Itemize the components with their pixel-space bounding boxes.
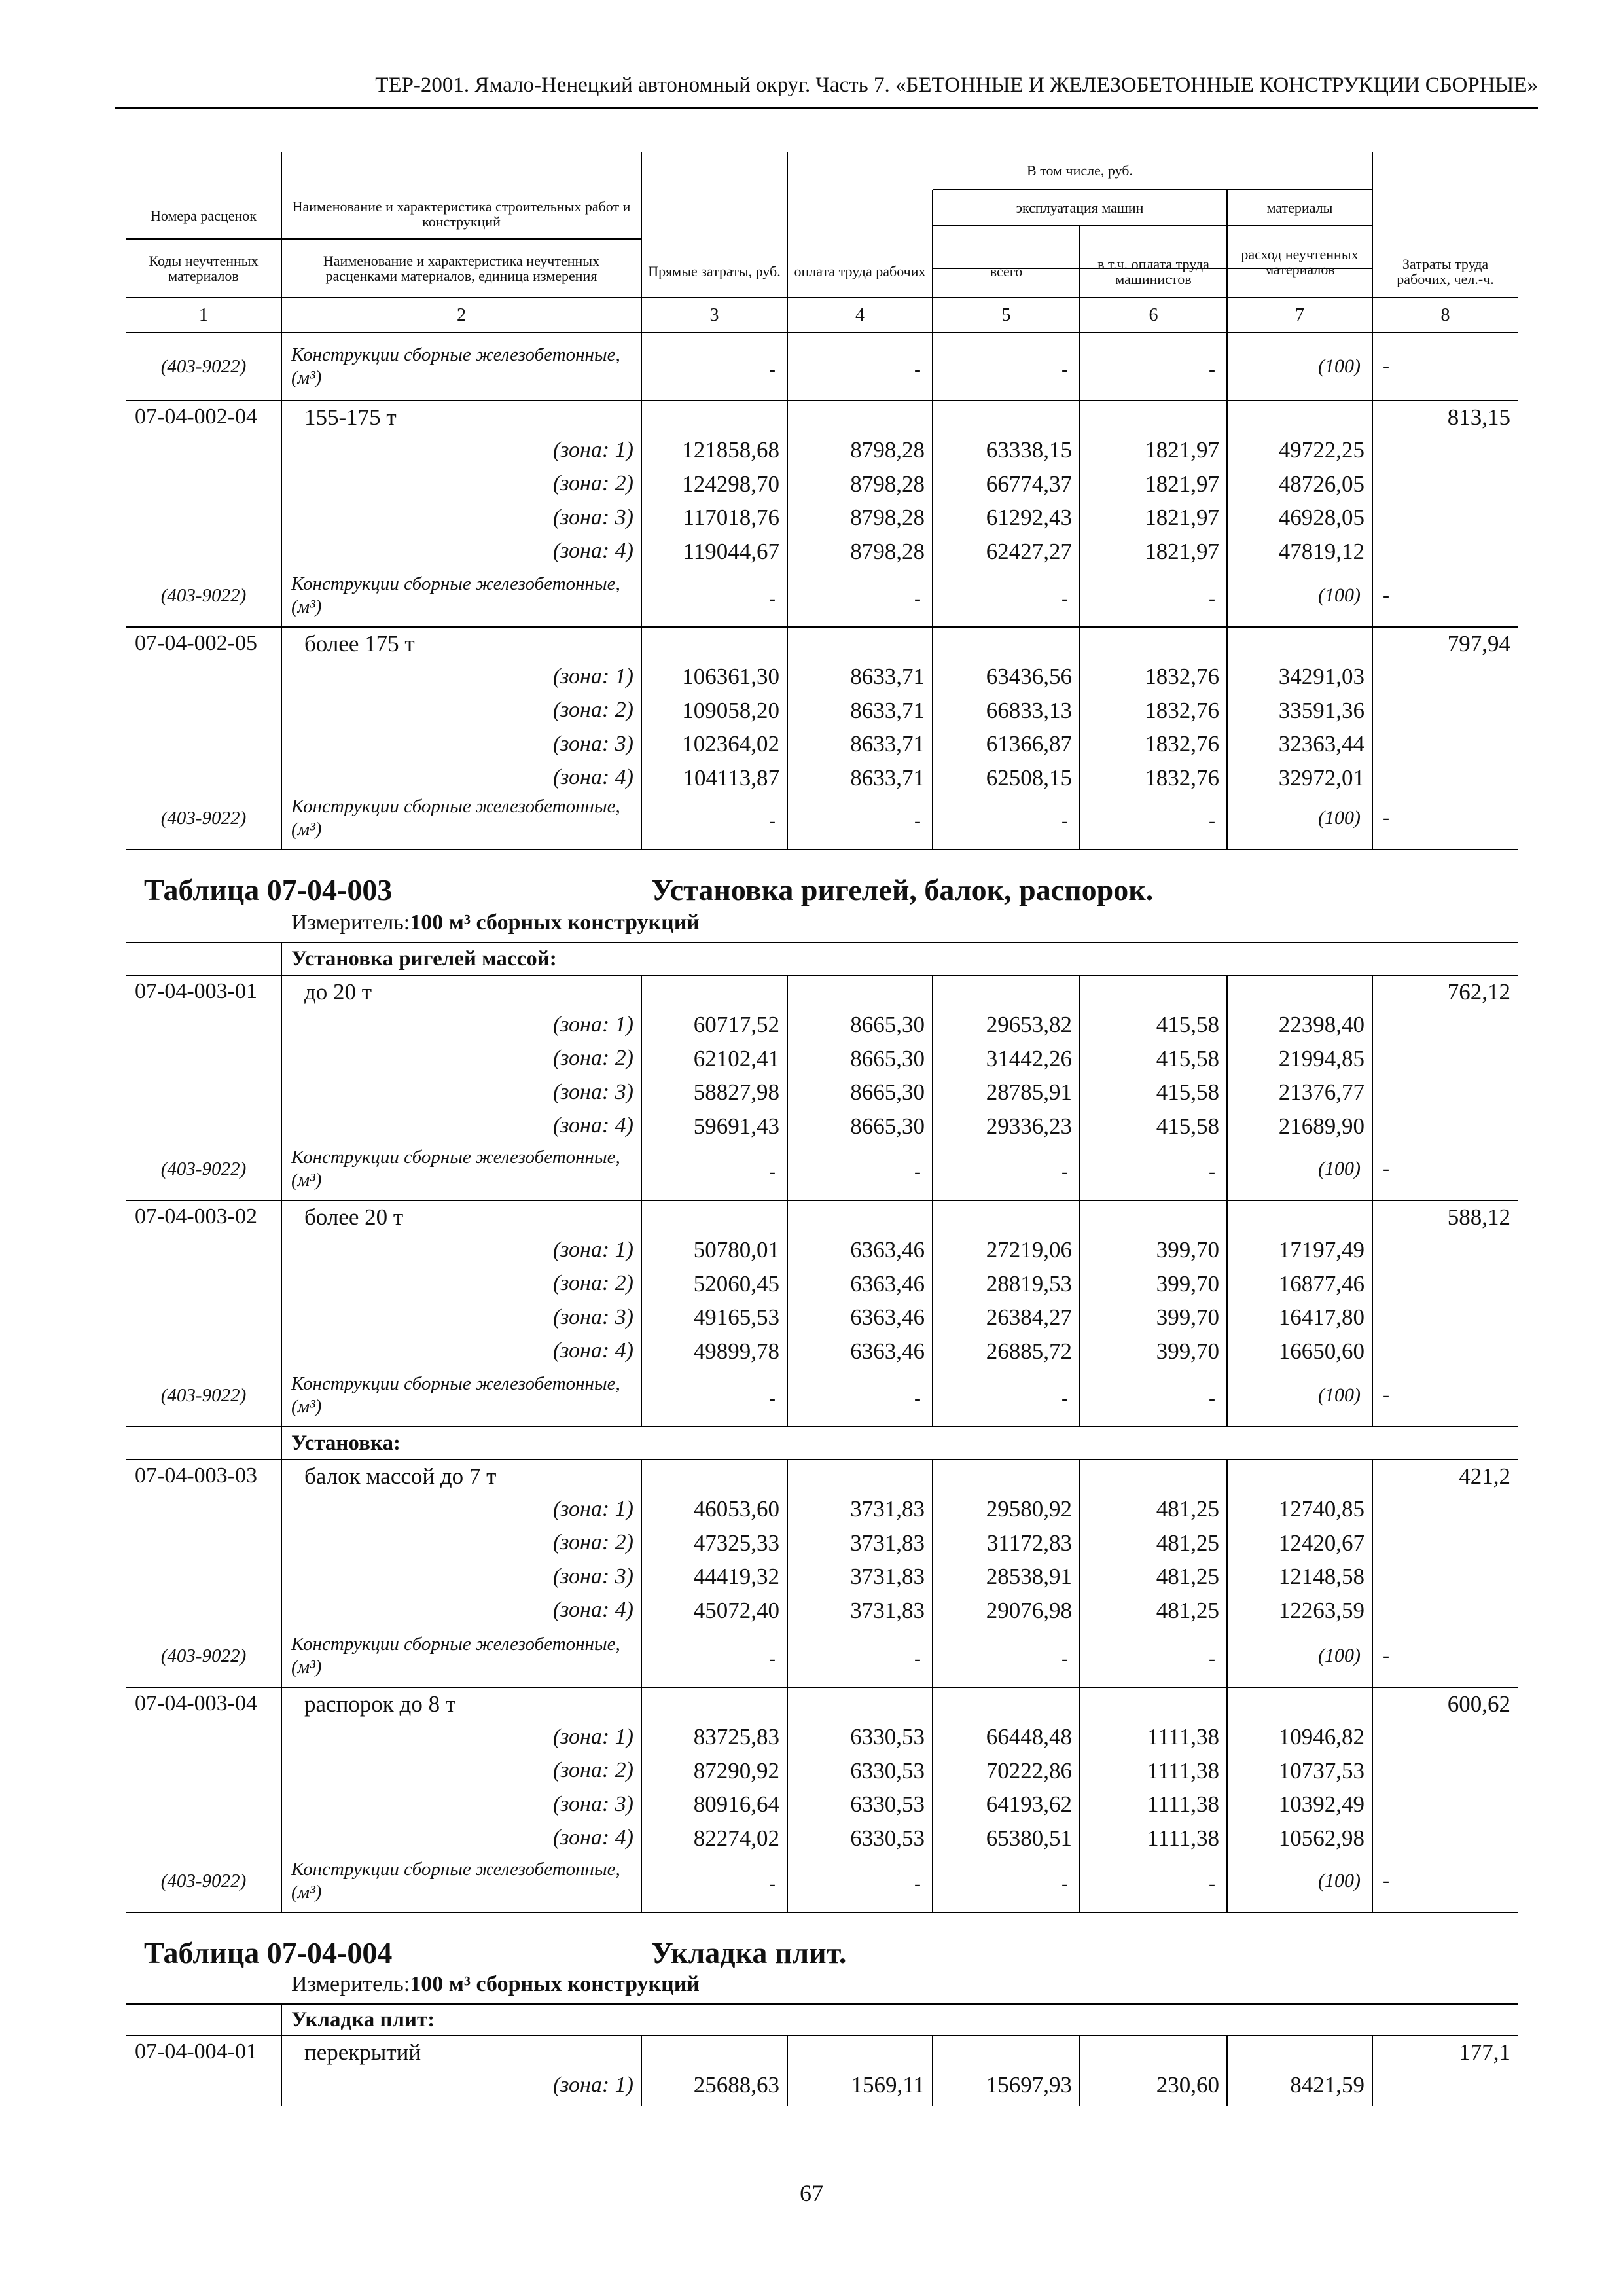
- direct-cost: 87290,92: [693, 1757, 779, 1784]
- machine-cost: 70222,86: [986, 1757, 1072, 1784]
- header-col5: всего: [990, 263, 1023, 280]
- table-subtitle: Укладка плит.: [651, 1936, 847, 1969]
- machinist-wage: 1821,97: [1145, 538, 1219, 564]
- zone-label: (зона: 2): [552, 471, 633, 496]
- dash-cell: -: [914, 1648, 921, 1670]
- labor-cost: 813,15: [1447, 404, 1510, 430]
- work-name: перекрытий: [304, 2039, 421, 2065]
- dash-cell: -: [1383, 1645, 1389, 1666]
- direct-cost: 121858,68: [682, 437, 779, 463]
- zone-label: (зона: 3): [552, 1791, 633, 1816]
- machine-cost: 66448,48: [986, 1724, 1072, 1750]
- machinist-wage: 399,70: [1156, 1304, 1219, 1331]
- material-cost: 46928,05: [1278, 505, 1364, 531]
- material-quantity: (100): [1318, 355, 1361, 377]
- header-machines: эксплуатация машин: [1016, 200, 1144, 217]
- worker-wage: 1569,11: [851, 2072, 925, 2098]
- direct-cost: 25688,63: [693, 2072, 779, 2098]
- material-name: Конструкции сборные железобетонные, (м³): [291, 1373, 620, 1417]
- header-col6: в т.ч. оплата труда машинистов: [1097, 255, 1209, 287]
- worker-wage: 8665,30: [850, 1079, 925, 1105]
- zone-label: (зона: 3): [552, 731, 633, 756]
- dash-cell: -: [769, 1648, 776, 1670]
- machinist-wage: 399,70: [1156, 1270, 1219, 1297]
- material-cost: 21994,85: [1278, 1045, 1364, 1071]
- machinist-wage: 1821,97: [1145, 471, 1219, 497]
- zone-label: (зона: 4): [552, 1825, 633, 1850]
- zone-label: (зона: 3): [552, 505, 633, 529]
- zone-label: (зона: 3): [552, 1079, 633, 1104]
- dash-cell: -: [1061, 1873, 1068, 1895]
- zone-label: (зона: 4): [552, 1598, 633, 1623]
- material-quantity: (100): [1318, 1645, 1361, 1666]
- machinist-wage: 1832,76: [1145, 697, 1219, 723]
- machine-cost: 28538,91: [986, 1564, 1072, 1590]
- column-number-6: 6: [1149, 304, 1158, 325]
- material-quantity: (100): [1318, 584, 1361, 606]
- material-code: (403-9022): [160, 1384, 247, 1406]
- material-cost: 21689,90: [1278, 1113, 1364, 1139]
- machine-cost: 63338,15: [986, 437, 1072, 463]
- column-number-4: 4: [855, 304, 865, 325]
- rate-code: 07-04-003-02: [135, 1204, 257, 1229]
- header-col4: оплата труда рабочих: [794, 263, 926, 280]
- direct-cost: 44419,32: [693, 1564, 779, 1590]
- running-header-title: ТЕР-2001. Ямало-Ненецкий автономный округ. Часть 7. «БЕТОННЫЕ И ЖЕЛЕЗОБЕТОННЫЕ КОНСТРУКЦИИ СБОРНЫЕ»: [375, 73, 1538, 97]
- material-cost: 8421,59: [1290, 2072, 1364, 2098]
- dash-cell: -: [1209, 588, 1215, 609]
- material-code: (403-9022): [160, 1645, 247, 1666]
- machinist-wage: 230,60: [1156, 2072, 1219, 2098]
- direct-cost: 59691,43: [693, 1113, 779, 1139]
- zone-label: (зона: 2): [552, 698, 633, 723]
- material-cost: 32972,01: [1278, 764, 1364, 791]
- material-cost: 10562,98: [1278, 1825, 1364, 1851]
- dash-cell: -: [1209, 359, 1215, 380]
- worker-wage: 8633,71: [850, 764, 925, 791]
- work-name: до 20 т: [304, 978, 372, 1005]
- zone-label: (зона: 2): [552, 1530, 633, 1555]
- zone-label: (зона: 2): [552, 1271, 633, 1296]
- worker-wage: 8798,28: [850, 538, 925, 564]
- rate-code: 07-04-002-05: [135, 631, 257, 655]
- material-quantity: (100): [1318, 1384, 1361, 1406]
- machine-cost: 61292,43: [986, 505, 1072, 531]
- material-cost: 12420,67: [1278, 1530, 1364, 1556]
- direct-cost: 124298,70: [682, 471, 779, 497]
- direct-cost: 82274,02: [693, 1825, 779, 1851]
- machine-cost: 29076,98: [986, 1597, 1072, 1623]
- dash-cell: -: [1209, 1388, 1215, 1409]
- header-col1-bottom: Коды неучтенных материалов: [149, 252, 259, 284]
- header-col1-top: Номера расценок: [151, 207, 257, 224]
- zone-label: (зона: 4): [552, 1113, 633, 1138]
- measure-line: [291, 1970, 946, 1999]
- machine-cost: 31442,26: [986, 1045, 1072, 1071]
- dash-cell: -: [1061, 359, 1068, 380]
- dash-cell: -: [914, 810, 921, 832]
- zone-label: (зона: 1): [552, 1237, 633, 1262]
- machine-cost: 29653,82: [986, 1012, 1072, 1038]
- machinist-wage: 1111,38: [1147, 1791, 1219, 1818]
- header-col3: Прямые затраты, руб.: [648, 263, 781, 280]
- zone-label: (зона: 1): [552, 1496, 633, 1521]
- machine-cost: 62427,27: [986, 538, 1072, 564]
- machinist-wage: 1111,38: [1147, 1825, 1219, 1851]
- zone-label: (зона: 4): [552, 765, 633, 790]
- machinist-wage: 415,58: [1156, 1079, 1219, 1105]
- machinist-wage: 1111,38: [1147, 1724, 1219, 1750]
- worker-wage: 6330,53: [850, 1791, 925, 1818]
- material-cost: 16417,80: [1278, 1304, 1364, 1331]
- material-code: (403-9022): [160, 807, 247, 829]
- dash-cell: -: [1061, 588, 1068, 609]
- worker-wage: 8798,28: [850, 471, 925, 497]
- worker-wage: 8798,28: [850, 437, 925, 463]
- dash-cell: -: [769, 810, 776, 832]
- zone-label: (зона: 2): [552, 1758, 633, 1783]
- header-col7: расход неучтенных материалов: [1241, 245, 1359, 278]
- worker-wage: 8665,30: [850, 1045, 925, 1071]
- rate-code: 07-04-003-03: [135, 1463, 257, 1488]
- work-name: более 175 т: [304, 630, 415, 656]
- material-cost: 12263,59: [1278, 1597, 1364, 1623]
- direct-cost: 45072,40: [693, 1597, 779, 1623]
- material-name: Конструкции сборные железобетонные, (м³): [291, 1859, 620, 1903]
- machinist-wage: 1821,97: [1145, 505, 1219, 531]
- machinist-wage: 1111,38: [1147, 1757, 1219, 1784]
- machine-cost: 15697,93: [986, 2072, 1072, 2098]
- machinist-wage: 481,25: [1156, 1597, 1219, 1623]
- worker-wage: 6330,53: [850, 1757, 925, 1784]
- worker-wage: 8633,71: [850, 731, 925, 757]
- machinist-wage: 481,25: [1156, 1530, 1219, 1556]
- zone-label: (зона: 3): [552, 1304, 633, 1329]
- work-name: более 20 т: [304, 1204, 404, 1230]
- worker-wage: 3731,83: [850, 1496, 925, 1522]
- material-cost: 48726,05: [1278, 471, 1364, 497]
- material-name: Конструкции сборные железобетонные, (м³): [291, 1147, 620, 1191]
- material-name: Конструкции сборные железобетонные, (м³): [291, 573, 620, 617]
- dash-cell: -: [1209, 1873, 1215, 1895]
- group-header: Укладка плит:: [291, 2007, 435, 2032]
- measure-value: 100 м³ сборных конструкций: [410, 910, 700, 935]
- material-cost: 16877,46: [1278, 1270, 1364, 1297]
- column-number-7: 7: [1295, 304, 1304, 325]
- machinist-wage: 1832,76: [1145, 764, 1219, 791]
- direct-cost: 109058,20: [682, 697, 779, 723]
- zone-label: (зона: 1): [552, 2072, 633, 2097]
- dash-cell: -: [1209, 810, 1215, 832]
- direct-cost: 47325,33: [693, 1530, 779, 1556]
- material-name: Конструкции сборные железобетонные, (м³): [291, 344, 620, 388]
- column-number-8: 8: [1440, 304, 1450, 325]
- measure-prefix: Измеритель:: [291, 1972, 410, 1996]
- machinist-wage: 1821,97: [1145, 437, 1219, 463]
- dash-cell: -: [1061, 810, 1068, 832]
- dash-cell: -: [1383, 1158, 1389, 1179]
- zone-label: (зона: 1): [552, 1724, 633, 1749]
- worker-wage: 8633,71: [850, 697, 925, 723]
- machine-cost: 63436,56: [986, 664, 1072, 690]
- dash-cell: -: [769, 1161, 776, 1183]
- direct-cost: 62102,41: [693, 1045, 779, 1071]
- worker-wage: 8665,30: [850, 1113, 925, 1139]
- machine-cost: 66833,13: [986, 697, 1072, 723]
- machine-cost: 28819,53: [986, 1270, 1072, 1297]
- rate-code: 07-04-002-04: [135, 404, 257, 429]
- material-cost: 34291,03: [1278, 664, 1364, 690]
- group-header: Установка:: [291, 1431, 401, 1455]
- machine-cost: 26885,72: [986, 1338, 1072, 1364]
- worker-wage: 6363,46: [850, 1304, 925, 1331]
- dash-cell: -: [914, 359, 921, 380]
- material-cost: 21376,77: [1278, 1079, 1364, 1105]
- dash-cell: -: [914, 588, 921, 609]
- dash-cell: -: [914, 1388, 921, 1409]
- material-cost: 47819,12: [1278, 538, 1364, 564]
- group-header: Установка ригелей массой:: [291, 946, 557, 971]
- material-cost: 10737,53: [1278, 1757, 1364, 1784]
- direct-cost: 117018,76: [683, 505, 779, 531]
- rate-code: 07-04-003-01: [135, 979, 257, 1003]
- machinist-wage: 399,70: [1156, 1237, 1219, 1263]
- zone-label: (зона: 1): [552, 1012, 633, 1037]
- direct-cost: 102364,02: [682, 731, 779, 757]
- machine-cost: 66774,37: [986, 471, 1072, 497]
- measure-line: [291, 908, 946, 937]
- material-name: Конструкции сборные железобетонные, (м³): [291, 796, 620, 840]
- work-name: балок массой до 7 т: [304, 1463, 497, 1489]
- labor-cost: 421,2: [1459, 1463, 1510, 1489]
- material-cost: 49722,25: [1278, 437, 1364, 463]
- dash-cell: -: [1383, 584, 1389, 606]
- machine-cost: 31172,83: [987, 1530, 1072, 1556]
- direct-cost: 58827,98: [693, 1079, 779, 1105]
- material-code: (403-9022): [160, 1158, 247, 1179]
- direct-cost: 80916,64: [693, 1791, 779, 1818]
- material-cost: 12740,85: [1278, 1496, 1364, 1522]
- zone-label: (зона: 4): [552, 539, 633, 564]
- dash-cell: -: [1383, 1870, 1389, 1892]
- header-materials: материалы: [1266, 200, 1333, 217]
- work-name: распорок до 8 т: [304, 1691, 456, 1717]
- worker-wage: 6363,46: [850, 1237, 925, 1263]
- machinist-wage: 415,58: [1156, 1113, 1219, 1139]
- worker-wage: 6363,46: [850, 1338, 925, 1364]
- dash-cell: -: [1061, 1388, 1068, 1409]
- dash-cell: -: [769, 588, 776, 609]
- worker-wage: 8665,30: [850, 1012, 925, 1038]
- zone-label: (зона: 1): [552, 437, 633, 462]
- column-number-2: 2: [457, 304, 466, 325]
- direct-cost: 49165,53: [693, 1304, 779, 1331]
- direct-cost: 49899,78: [693, 1338, 779, 1364]
- page-number: 67: [800, 2180, 823, 2206]
- table-title: Таблица 07-04-003: [144, 873, 393, 906]
- worker-wage: 3731,83: [850, 1564, 925, 1590]
- dash-cell: -: [1209, 1648, 1215, 1670]
- machinist-wage: 481,25: [1156, 1564, 1219, 1590]
- worker-wage: 6330,53: [850, 1724, 925, 1750]
- direct-cost: 106361,30: [682, 664, 779, 690]
- zone-label: (зона: 2): [552, 1046, 633, 1071]
- material-cost: 12148,58: [1278, 1564, 1364, 1590]
- table-title: Таблица 07-04-004: [144, 1936, 393, 1969]
- machine-cost: 28785,91: [986, 1079, 1072, 1105]
- direct-cost: 52060,45: [693, 1270, 779, 1297]
- labor-cost: 797,94: [1447, 630, 1510, 656]
- column-number-5: 5: [1001, 304, 1011, 325]
- zone-label: (зона: 1): [552, 664, 633, 689]
- direct-cost: 119044,67: [683, 538, 779, 564]
- machine-cost: 27219,06: [986, 1237, 1072, 1263]
- rate-code: 07-04-004-01: [135, 2039, 257, 2064]
- dash-cell: -: [914, 1161, 921, 1183]
- dash-cell: -: [769, 1873, 776, 1895]
- rate-code: 07-04-003-04: [135, 1691, 257, 1715]
- labor-cost: 177,1: [1459, 2039, 1510, 2065]
- measure-prefix: Измеритель:: [291, 910, 410, 935]
- dash-cell: -: [769, 1388, 776, 1409]
- labor-cost: 600,62: [1447, 1691, 1510, 1717]
- dash-cell: -: [1061, 1648, 1068, 1670]
- header-group: В том числе, руб.: [1027, 162, 1133, 179]
- machinist-wage: 1832,76: [1145, 664, 1219, 690]
- material-cost: 22398,40: [1278, 1012, 1364, 1038]
- material-code: (403-9022): [160, 1870, 247, 1892]
- direct-cost: 46053,60: [693, 1496, 779, 1522]
- header-col2-bottom: Наименование и характеристика неучтенных расценками материалов, единица измерения: [323, 252, 600, 284]
- column-number-1: 1: [199, 304, 208, 325]
- material-cost: 16650,60: [1278, 1338, 1364, 1364]
- direct-cost: 104113,87: [683, 764, 779, 791]
- machine-cost: 26384,27: [986, 1304, 1072, 1331]
- material-cost: 10392,49: [1278, 1791, 1364, 1818]
- machine-cost: 29580,92: [986, 1496, 1072, 1522]
- header-col8: Затраты труда рабочих, чел.-ч.: [1397, 255, 1494, 287]
- labor-cost: 588,12: [1447, 1204, 1510, 1230]
- labor-cost: 762,12: [1447, 978, 1510, 1005]
- dash-cell: -: [1209, 1161, 1215, 1183]
- material-quantity: (100): [1318, 1158, 1361, 1179]
- machinist-wage: 399,70: [1156, 1338, 1219, 1364]
- material-quantity: (100): [1318, 1870, 1361, 1892]
- machine-cost: 62508,15: [986, 764, 1072, 791]
- machine-cost: 29336,23: [986, 1113, 1072, 1139]
- dash-cell: -: [1383, 1384, 1389, 1406]
- column-number-3: 3: [709, 304, 719, 325]
- worker-wage: 3731,83: [850, 1530, 925, 1556]
- zone-label: (зона: 4): [552, 1338, 633, 1363]
- worker-wage: 8633,71: [850, 664, 925, 690]
- direct-cost: 83725,83: [693, 1724, 779, 1750]
- machine-cost: 61366,87: [986, 731, 1072, 757]
- header-col2-top: Наименование и характеристика строительных работ и конструкций: [292, 198, 631, 230]
- table-subtitle: Установка ригелей, балок, распорок.: [651, 873, 1154, 906]
- dash-cell: -: [1383, 807, 1389, 829]
- machinist-wage: 481,25: [1156, 1496, 1219, 1522]
- worker-wage: 6363,46: [850, 1270, 925, 1297]
- running-header: [115, 71, 1538, 109]
- worker-wage: 8798,28: [850, 505, 925, 531]
- machine-cost: 65380,51: [986, 1825, 1072, 1851]
- material-cost: 32363,44: [1278, 731, 1364, 757]
- worker-wage: 3731,83: [850, 1597, 925, 1623]
- dash-cell: -: [914, 1873, 921, 1895]
- dash-cell: -: [1383, 355, 1389, 377]
- material-quantity: (100): [1318, 807, 1361, 829]
- dash-cell: -: [1061, 1161, 1068, 1183]
- material-name: Конструкции сборные железобетонные, (м³): [291, 1634, 620, 1677]
- direct-cost: 60717,52: [693, 1012, 779, 1038]
- machine-cost: 64193,62: [986, 1791, 1072, 1818]
- worker-wage: 6330,53: [850, 1825, 925, 1851]
- material-code: (403-9022): [160, 355, 247, 377]
- material-cost: 17197,49: [1278, 1237, 1364, 1263]
- zone-label: (зона: 3): [552, 1564, 633, 1588]
- dash-cell: -: [769, 359, 776, 380]
- machinist-wage: 415,58: [1156, 1012, 1219, 1038]
- machinist-wage: 415,58: [1156, 1045, 1219, 1071]
- material-cost: 10946,82: [1278, 1724, 1364, 1750]
- measure-value: 100 м³ сборных конструкций: [410, 1972, 700, 1996]
- material-code: (403-9022): [160, 584, 247, 606]
- machinist-wage: 1832,76: [1145, 731, 1219, 757]
- direct-cost: 50780,01: [693, 1237, 779, 1263]
- material-cost: 33591,36: [1278, 697, 1364, 723]
- work-name: 155-175 т: [304, 404, 397, 430]
